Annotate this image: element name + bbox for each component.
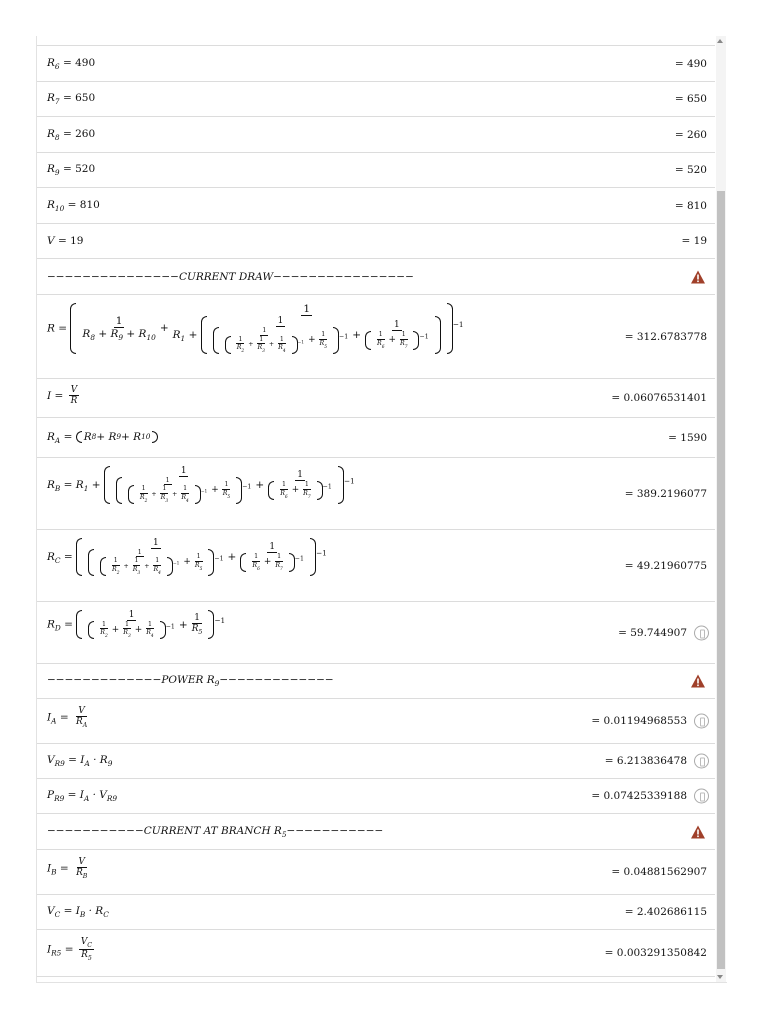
- expression: V = 19: [47, 235, 84, 247]
- warning-triangle-icon[interactable]: [691, 270, 705, 283]
- section-label: −−−−−−−−−−−−−−−CURRENT DRAW−−−−−−−−−−−−−−−−: [47, 270, 414, 283]
- list-item-rd[interactable]: [37, 602, 715, 664]
- result-value: = 490: [674, 57, 707, 70]
- result-value: = 312.6783778: [624, 330, 707, 343]
- expression: R = $\frac{1}{R_8 + R_9 + R_{10}}$ + 1 $R_1$ + 1 1 $\frac{1}{R_2}$ + $\frac{1}{R_3}$ + $\frac{1}{R_4}$ $^{-1}$ + $\frac{1}{R_5}$ $^{-1}$ + 1 $\frac{1}{R_6}$ + $\frac{1}{R_7}$ $^{-1}$ $^{-1}$: [47, 303, 464, 354]
- list-item-r8[interactable]: [37, 117, 715, 153]
- expression: $V_C = I_B \cdot R_C$: [47, 905, 109, 919]
- expression-list: [37, 36, 715, 977]
- list-item-ra[interactable]: [37, 418, 715, 458]
- expression: $R_6 = 490$: [47, 56, 96, 71]
- expression: $I_{R5}$ = $\frac{V_C}{R_5}$: [47, 937, 93, 963]
- result-value: = 260: [674, 128, 707, 141]
- expression: $R_7 = 650$: [47, 92, 96, 106]
- expression: $R_9 = 520$: [47, 163, 96, 177]
- list-item-v[interactable]: [37, 224, 715, 259]
- scroll-down-arrow-icon[interactable]: [717, 975, 723, 979]
- result-value: = 2.402686115: [624, 906, 707, 918]
- expression: I = $\frac{V}{R}$: [47, 385, 78, 407]
- list-item-section-current-draw[interactable]: [37, 259, 715, 295]
- hint-toggle-icon[interactable]: [694, 625, 709, 640]
- expression-list-panel: [36, 36, 727, 983]
- list-item-r9[interactable]: [37, 153, 715, 188]
- expression: $R_A$ = R 8 + R 9 + R 10: [47, 431, 158, 445]
- expression: $R_D$ = 1 $\frac{1}{R_2}$ + $\frac{1}{R_3}$ + $\frac{1}{R_4}$ $^{-1}$ + $\frac{1}{R_5}$ $^{-1}$: [47, 610, 226, 640]
- expression: $R_C$ = 1 1 $\frac{1}{R_2}$ + $\frac{1}{R_3}$ + $\frac{1}{R_4}$ $^{-1}$ + $\frac{1}{R_5}$ $^{-1}$ + 1 $\frac{1}{R_6}$ + $\frac{1}{R_7}$ $^{-1}$ $^{-1}$: [47, 538, 327, 576]
- section-label: −−−−−−−−−−−CURRENT AT BRANCH $R_5-----------$: [47, 824, 384, 839]
- hint-toggle-icon[interactable]: [694, 714, 709, 729]
- result-value: = 0.07425339188: [591, 790, 687, 802]
- list-item-r7[interactable]: [37, 82, 715, 117]
- result-value: = 0.003291350842: [604, 947, 707, 959]
- result-value: = 650: [674, 93, 707, 105]
- result-value: = 59.744907: [618, 626, 687, 639]
- list-item-r-total[interactable]: [37, 295, 715, 379]
- hint-toggle-icon[interactable]: [694, 754, 709, 769]
- result-value: = 0.04881562907: [611, 866, 707, 878]
- list-item[interactable]: [37, 36, 715, 46]
- expression: $I_A$ = $\frac{V}{R_A}$: [47, 706, 88, 730]
- result-value: = 0.06076531401: [611, 392, 707, 404]
- expression: $R_8 = 260$: [47, 127, 96, 142]
- list-item-section-branch-r5[interactable]: [37, 814, 715, 850]
- list-item-section-power-r9[interactable]: [37, 664, 715, 699]
- result-value: = 6.213836478: [604, 755, 687, 767]
- list-item-ib[interactable]: [37, 850, 715, 895]
- result-value: = 1590: [668, 431, 707, 444]
- section-label: −−−−−−−−−−−−−POWER $R_9-------------$: [47, 674, 334, 688]
- warning-triangle-icon[interactable]: [691, 825, 705, 838]
- list-item-current-i[interactable]: [37, 379, 715, 418]
- result-value: = 0.01194968553: [591, 715, 687, 727]
- vertical-scrollbar[interactable]: [716, 36, 726, 982]
- list-item-ia[interactable]: [37, 699, 715, 744]
- result-value: = 389.2196077: [624, 487, 707, 500]
- hint-toggle-icon[interactable]: [694, 789, 709, 804]
- expression: $V_{R9} = I_A \cdot R_9$: [47, 754, 113, 768]
- result-value: = 19: [681, 235, 707, 247]
- list-item-ir5[interactable]: [37, 930, 715, 977]
- list-item-r10[interactable]: [37, 188, 715, 224]
- scroll-up-arrow-icon[interactable]: [717, 39, 723, 43]
- expression: $P_{R9} = I_A \cdot V_{R9}$: [47, 789, 118, 803]
- scrollbar-thumb[interactable]: [717, 191, 725, 969]
- list-item-r6[interactable]: [37, 46, 715, 82]
- list-item-rc[interactable]: [37, 530, 715, 602]
- list-item-rb[interactable]: [37, 458, 715, 530]
- expression: $R_B = R_1$ + 1 1 $\frac{1}{R_2}$ + $\frac{1}{R_3}$ + $\frac{1}{R_4}$ $^{-1}$ + $\frac{1}{R_5}$ $^{-1}$ + 1 $\frac{1}{R_6}$ + $\frac{1}{R_7}$ $^{-1}$ $^{-1}$: [47, 466, 355, 504]
- list-item-pr9[interactable]: [37, 779, 715, 814]
- list-item-vc[interactable]: [37, 895, 715, 930]
- warning-triangle-icon[interactable]: [691, 675, 705, 688]
- list-item-vr9[interactable]: [37, 744, 715, 779]
- expression: $I_B$ = $\frac{V}{R_B}$: [47, 857, 88, 881]
- expression: $R_{10} = 810$: [47, 198, 100, 213]
- result-value: = 520: [674, 164, 707, 176]
- result-value: = 49.21960775: [624, 559, 707, 572]
- result-value: = 810: [674, 199, 707, 212]
